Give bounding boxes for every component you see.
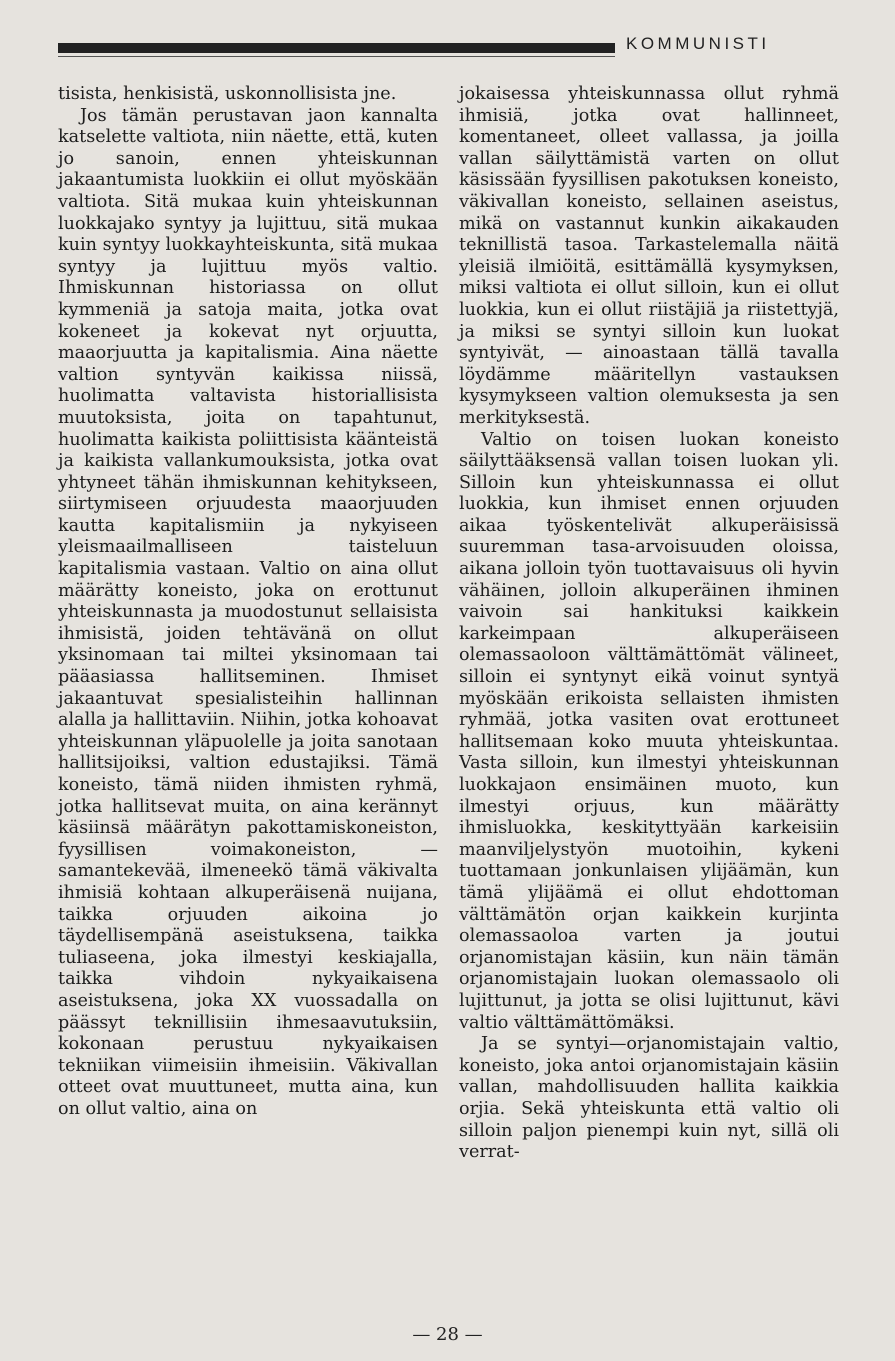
paragraph: Valtio on toisen luokan koneisto säilyttääksensä vallan toisen luokan yli. Silloin kun yhteiskunnassa ei ollut luokkia, kun ihmiset ennen orjuuden aikaa työskentelivät alkuperäisissä suuremman tasa-arvoisuuden oloissa, aikana jolloin työn tuottavaisuus oli hyvin vähäinen, jolloin alkuperäinen ihminen vaivoin sai hankituksi kaikkein karkeimpaan alkuperäiseen olemassaoloon välttämättömät välineet, silloin ei syntynyt eikä voinut syntyä myöskään erikoista sellaisten ihmisten ryhmää, jotka vasiten ovat erottuneet hallitsemaan koko muuta yhteiskuntaa. Vasta silloin, kun ilmestyi yhteiskunnan luokkajaon ensimäinen muoto, kun ilmestyi orjuus, kun määrätty ihmisluokka, keskityttyään karkeisiin maanviljelystyön muotoihin, kykeni tuottamaan jonkunlaisen ylijäämän, kun tämä ylijäämä ei ollut ehdottoman välttämätön orjan kaikkein kurjinta olemassaoloa varten ja joutui orjanomistajan käsiin, kun näin tämän orjanomistajain luokan olemassaolo oli lujittunut, ja jotta se olisi lujittunut, kävi valtio välttämättömäksi. bbox=[459, 429, 839, 1033]
paragraph: tisista, henkisistä, uskonnollisista jne. bbox=[58, 84, 397, 104]
page-number: — 28 — bbox=[412, 1324, 483, 1345]
header-rule bbox=[58, 43, 615, 53]
paragraph: jokaisessa yhteiskunnassa ollut ryhmä ihmisiä, jotka ovat hallinneet, komentaneet, olleet vallassa, ja joilla vallan säilyttämistä varten on ollut käsissään fyysillisen pakotuksen koneisto, väkivallan koneisto, sellainen aseistus, mikä on vastannut kunkin aikakauden teknillistä tasoa. Tarkastelemalla näitä yleisiä ilmiöitä, esittämällä kysymyksen, miksi valtiota ei ollut silloin, kun ei ollut luokkia, kun ei ollut riistäjiä ja riistettyjä, ja miksi se syntyi silloin kun luokat syntyivät, — ainoastaan tällä tavalla löydämme määritellyn vastauksen kysymykseen valtion olemuksesta ja sen merkityksestä. bbox=[459, 84, 839, 428]
left-column bbox=[58, 84, 438, 1121]
paragraph: Ja se syntyi—orjanomistajain valtio, koneisto, joka antoi orjanomistajain käsiin vallan, mahdollisuuden hallita kaikkia orjia. Sekä yhteiskunta että valtio oli silloin paljon pienempi kuin nyt, sillä oli verrat- bbox=[459, 1034, 839, 1163]
paragraph: Jos tämän perustavan jaon kannalta katselette valtiota, niin näette, että, kuten jo sanoin, ennen yhteiskunnan jakaantumista luokkiin ei ollut myöskään valtiota. Sitä mukaa kuin yhteiskunnan luokkajako syntyy ja lujittuu, sitä mukaa kuin syntyy luokkayhteiskunta, sitä mukaa syntyy ja lujittuu myös valtio. Ihmiskunnan historiassa on ollut kymmeniä ja satoja maita, jotka ovat kokeneet ja kokevat nyt orjuutta, maaorjuutta ja kapitalismia. Aina näette valtion syntyvän kaikissa niissä, huolimatta valtavista historiallisista muutoksista, joita on tapahtunut, huolimatta kaikista poliittisista käänteistä ja kaikista vallankumouksista, jotka ovat yhtyneet tähän ihmiskunnan kehitykseen, siirtymiseen orjuudesta maaorjuuden kautta kapitalismiin ja nykyiseen yleismaailmalliseen taisteluun kapitalismia vastaan. Valtio on aina ollut määrätty koneisto, joka on erottunut yhteiskunnasta ja muodostunut sellaisista ihmisistä, joiden tehtävänä on ollut yksinomaan tai miltei yksinomaan tai pääasiassa hallitseminen. Ihmiset jakaantuvat spesialisteihin hallinnan alalla ja hallittaviin. Niihin, jotka kohoavat yhteiskunnan yläpuolelle ja joita sanotaan hallitsijoiksi, valtion edustajiksi. Tämä koneisto, tämä niiden ihmisten ryhmä, jotka hallitsevat muita, on aina kerännyt käsiinsä määrätyn pakottamiskoneiston, fyysillisen voimakoneiston, — samantekevää, ilmeneekö tämä väkivalta ihmisiä kohtaan alkuperäisenä nuijana, taikka orjuuden aikoina jo täydellisempänä aseistuksena, taikka tuliaseena, joka ilmestyi keskiajalla, taikka vihdoin nykyaikaisena aseistuksena, joka XX vuossadalla on päässyt teknillisiin ihmesaavutuksiin, kokonaan perustuu nykyaikaisen tekniikan viimeisiin ihmeisiin. Väkivallan otteet ovat muuttuneet, mutta aina, kun on ollut valtio, aina on bbox=[58, 105, 438, 1119]
right-column bbox=[459, 84, 839, 1164]
running-head-title: KOMMUNISTI bbox=[626, 34, 770, 53]
